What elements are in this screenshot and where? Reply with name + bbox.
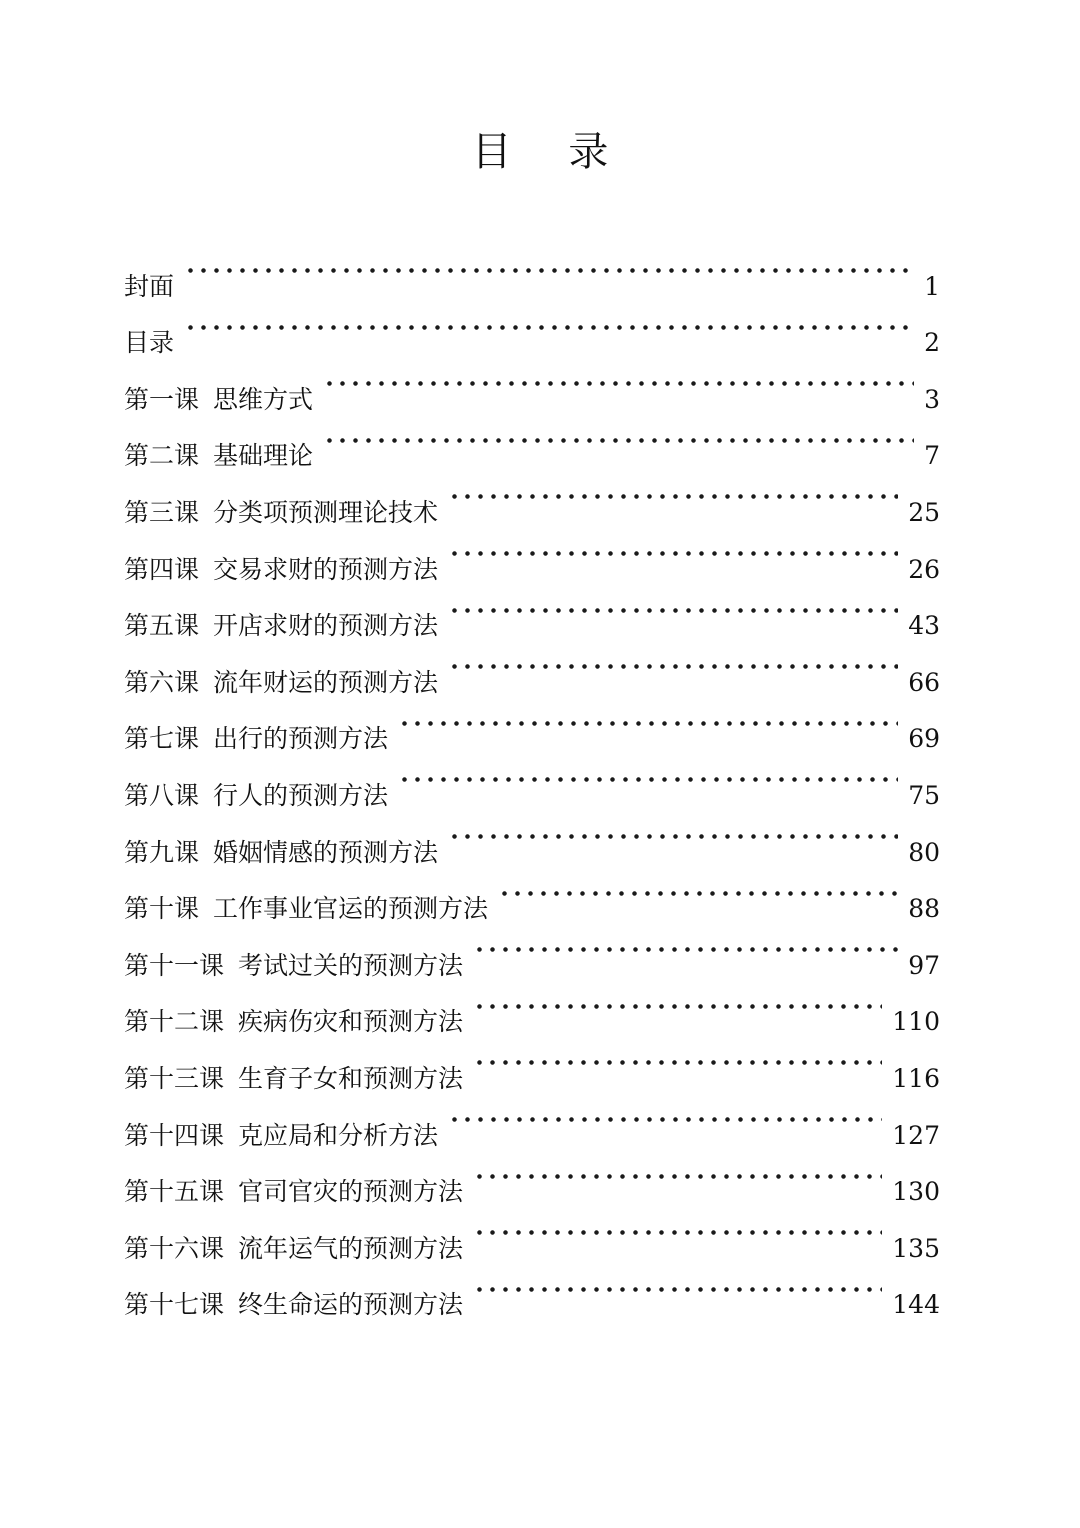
toc-entry-label: [124, 994, 463, 1051]
toc-entry-name: 生育子女和预测方法: [238, 1063, 464, 1093]
toc-entry-label: [124, 938, 463, 995]
toc-entry-lesson: 第十二课: [124, 1007, 225, 1037]
dot-leader: [473, 974, 882, 1031]
toc-entry-label: [124, 711, 388, 768]
toc-entry-label: [124, 598, 438, 655]
toc-entry-lesson: 第十四课: [124, 1120, 225, 1150]
toc-entry-name: 思维方式: [213, 384, 314, 414]
toc-entry-name: 官司官灾的预测方法: [238, 1177, 464, 1207]
toc-entry-name: 终生命运的预测方法: [238, 1290, 464, 1320]
toc-entry-page: 127: [892, 1120, 940, 1150]
toc-entry-name: 婚姻情感的预测方法: [213, 837, 439, 867]
toc-entry-lesson: 第四课: [124, 554, 200, 584]
toc-entry-lesson: 第六课: [124, 667, 200, 697]
toc-entry-name: 行人的预测方法: [213, 780, 389, 810]
toc-entry-name: 分类项预测理论技术: [213, 497, 439, 527]
toc-entry-name: 流年运气的预测方法: [238, 1233, 464, 1263]
dot-leader: [473, 1200, 882, 1257]
toc-entry-page: 116: [892, 1063, 940, 1093]
dot-leader: [473, 1144, 882, 1201]
toc-entry-label: [124, 428, 313, 485]
toc-entry-lesson: 第十七课: [124, 1290, 225, 1320]
toc-entry-page: 1: [924, 271, 940, 301]
toc-entry-label: [124, 372, 313, 429]
table-of-contents: [124, 238, 940, 1320]
toc-entry-page: 3: [924, 384, 940, 414]
toc-entry-page: 110: [892, 1007, 940, 1037]
toc-entry-label: [124, 259, 174, 316]
toc-entry-name: 工作事业官运的预测方法: [213, 894, 489, 924]
toc-entry-page: 135: [892, 1233, 940, 1263]
toc-entry-lesson: 第十三课: [124, 1063, 225, 1093]
toc-entry-label: [124, 542, 438, 599]
dot-leader: [398, 691, 898, 748]
toc-entry-lesson: 第十一课: [124, 950, 225, 980]
dot-leader: [473, 1030, 882, 1087]
dot-leader: [473, 917, 898, 974]
toc-entry-label: [124, 881, 488, 938]
toc-entry-lesson: 第八课: [124, 780, 200, 810]
toc-entry-label: [124, 485, 438, 542]
toc-entry-lesson: 第十课: [124, 894, 200, 924]
toc-entry-lesson: 第十六课: [124, 1233, 225, 1263]
toc-entry-label: [124, 768, 388, 825]
toc-entry-label: [124, 1277, 463, 1334]
dot-leader: [448, 634, 898, 691]
dot-leader: [184, 295, 914, 352]
dot-leader: [448, 578, 898, 635]
toc-entry-page: 43: [908, 611, 940, 641]
toc-entry-lesson: 第九课: [124, 837, 200, 867]
toc-entry-page: 66: [908, 667, 940, 697]
toc-entry-label: [124, 655, 438, 712]
toc-entry-name: 克应局和分析方法: [238, 1120, 439, 1150]
toc-entry-name: 交易求财的预测方法: [213, 554, 439, 584]
toc-entry[interactable]: [124, 295, 940, 358]
toc-entry-label: [124, 1108, 438, 1165]
toc-entry-page: 7: [924, 441, 940, 471]
dot-leader: [184, 238, 914, 295]
toc-entry-page: 130: [892, 1177, 940, 1207]
toc-entry-label: [124, 825, 438, 882]
dot-leader: [398, 747, 898, 804]
dot-leader: [498, 861, 898, 918]
toc-entry-label: [124, 1051, 463, 1108]
dot-leader: [448, 1087, 882, 1144]
toc-entry-lesson: 第三课: [124, 497, 200, 527]
dot-leader: [448, 464, 898, 521]
toc-entry-lesson: 第二课: [124, 441, 200, 471]
toc-entry-name: 开店求财的预测方法: [213, 611, 439, 641]
toc-entry-name: 封面: [124, 271, 175, 301]
toc-entry-page: 88: [908, 894, 940, 924]
toc-entry-page: 97: [908, 950, 940, 980]
toc-entry-page: 69: [908, 724, 940, 754]
toc-entry-page: 80: [908, 837, 940, 867]
toc-entry[interactable]: [124, 351, 940, 414]
page-title: 目 录: [471, 129, 631, 175]
toc-entry-name: 出行的预测方法: [213, 724, 389, 754]
toc-entry-name: 基础理论: [213, 441, 314, 471]
toc-entry-page: 26: [908, 554, 940, 584]
dot-leader: [473, 1257, 882, 1314]
toc-entry-page: 75: [908, 780, 940, 810]
toc-entry-lesson: 第五课: [124, 611, 200, 641]
toc-entry-name: 疾病伤灾和预测方法: [238, 1007, 464, 1037]
toc-entry-label: [124, 1221, 463, 1278]
dot-leader: [448, 521, 898, 578]
toc-entry-name: 考试过关的预测方法: [238, 950, 464, 980]
toc-entry-name: 流年财运的预测方法: [213, 667, 439, 697]
toc-entry-page: 25: [908, 497, 940, 527]
toc-entry-lesson: 第一课: [124, 384, 200, 414]
toc-entry[interactable]: [124, 238, 940, 301]
toc-entry-label: [124, 315, 174, 372]
toc-entry-lesson: 第七课: [124, 724, 200, 754]
dot-leader: [323, 351, 914, 408]
toc-entry-label: [124, 1164, 463, 1221]
toc-entry-name: 目录: [124, 328, 175, 358]
toc-entry-page: 2: [924, 328, 940, 358]
toc-entry-lesson: 第十五课: [124, 1177, 225, 1207]
toc-entry-page: 144: [892, 1290, 940, 1320]
dot-leader: [323, 408, 914, 465]
dot-leader: [448, 804, 898, 861]
